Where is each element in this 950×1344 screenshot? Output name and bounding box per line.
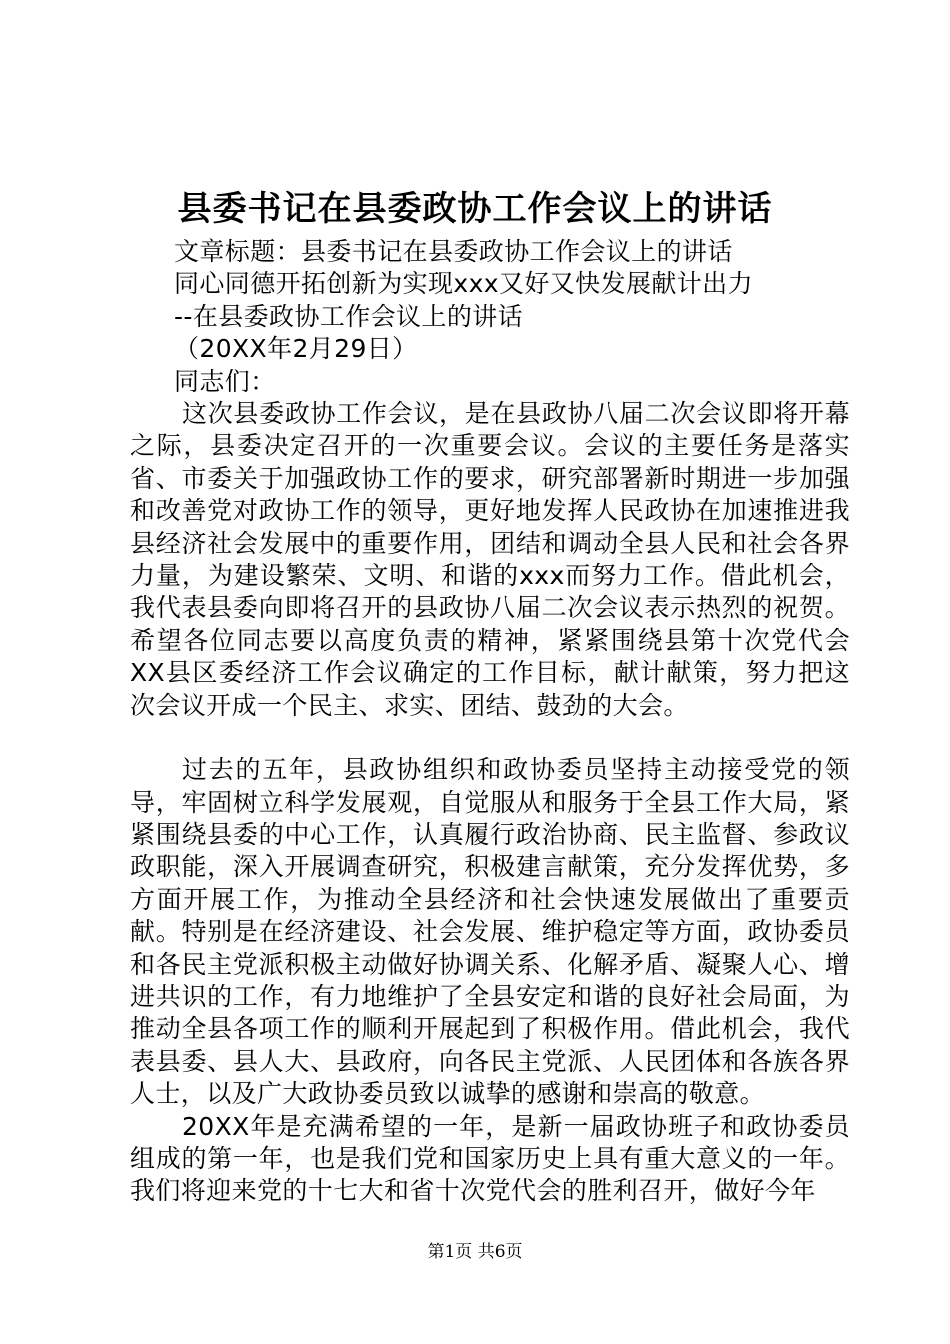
article-title-line: 文章标题：县委书记在县委政协工作会议上的讲话 bbox=[174, 237, 733, 266]
document-body bbox=[130, 236, 850, 1208]
paragraph-gap bbox=[130, 722, 850, 754]
speech-date-line: （20XX年2月29日） bbox=[174, 334, 418, 364]
speech-subtitle-line: 同心同德开拓创新为实现xxx又好又快发展献计出力 bbox=[174, 269, 753, 299]
document-title: 县委书记在县委政协工作会议上的讲话 bbox=[177, 189, 773, 229]
salutation-line: 同志们： bbox=[174, 366, 276, 396]
paragraph-3: 20XX年是充满希望的一年，是新一届政协班子和政协委员组成的第一年，也是我们党和国家历史上具有重大意义的一年。我们将迎来党的十七大和省十次党代会的胜利召开，做好今年 bbox=[130, 1111, 850, 1206]
paragraph-2: 过去的五年，县政协组织和政协委员坚持主动接受党的领导，牢固树立科学发展观，自觉服从和服务于全县工作大局，紧紧围绕县委的中心工作，认真履行政治协商、民主监督、参政议政职能，深入开展调查研究，积极建言献策，充分发挥优势，多方面开展工作，为推动全县经济和社会快速发展做出了重要贡献。特别是在经济建设、社会发展、维护稳定等方面，政协委员和各民主党派积极主动做好协调关系、化解矛盾、凝聚人心、增进共识的工作，有力地维护了全县安定和谐的良好社会局面，为推动全县各项工作的顺利开展起到了积极作用。借此机会，我代表县委、县人大、县政府，向各民主党派、人民团体和各族各界人士，以及广大政协委员致以诚挚的感谢和崇高的敬意。 bbox=[130, 755, 850, 1109]
page-footer: 第1页 共6页 bbox=[427, 1242, 523, 1262]
paragraph-1: 这次县委政协工作会议，是在县政协八届二次会议即将开幕之际，县委决定召开的一次重要会议。会议的主要任务是落实省、市委关于加强政协工作的要求，研究部署新时期进一步加强和改善党对政协工作的领导，更好地发挥人民政协在加速推进我县经济社会发展中的重要作用，团结和调动全县人民和社会各界力量，为建设繁荣、文明、和谐的xxx而努力工作。借此机会，我代表县委向即将召开的县政协八届二次会议表示热烈的祝贺。希望各位同志要以高度负责的精神，紧紧围绕县第十次党代会XX县区委经济工作会议确定的工作目标，献计献策，努力把这次会议开成一个民主、求实、团结、鼓劲的大会。 bbox=[130, 399, 850, 720]
speech-occasion-line: --在县委政协工作会议上的讲话 bbox=[174, 301, 524, 331]
